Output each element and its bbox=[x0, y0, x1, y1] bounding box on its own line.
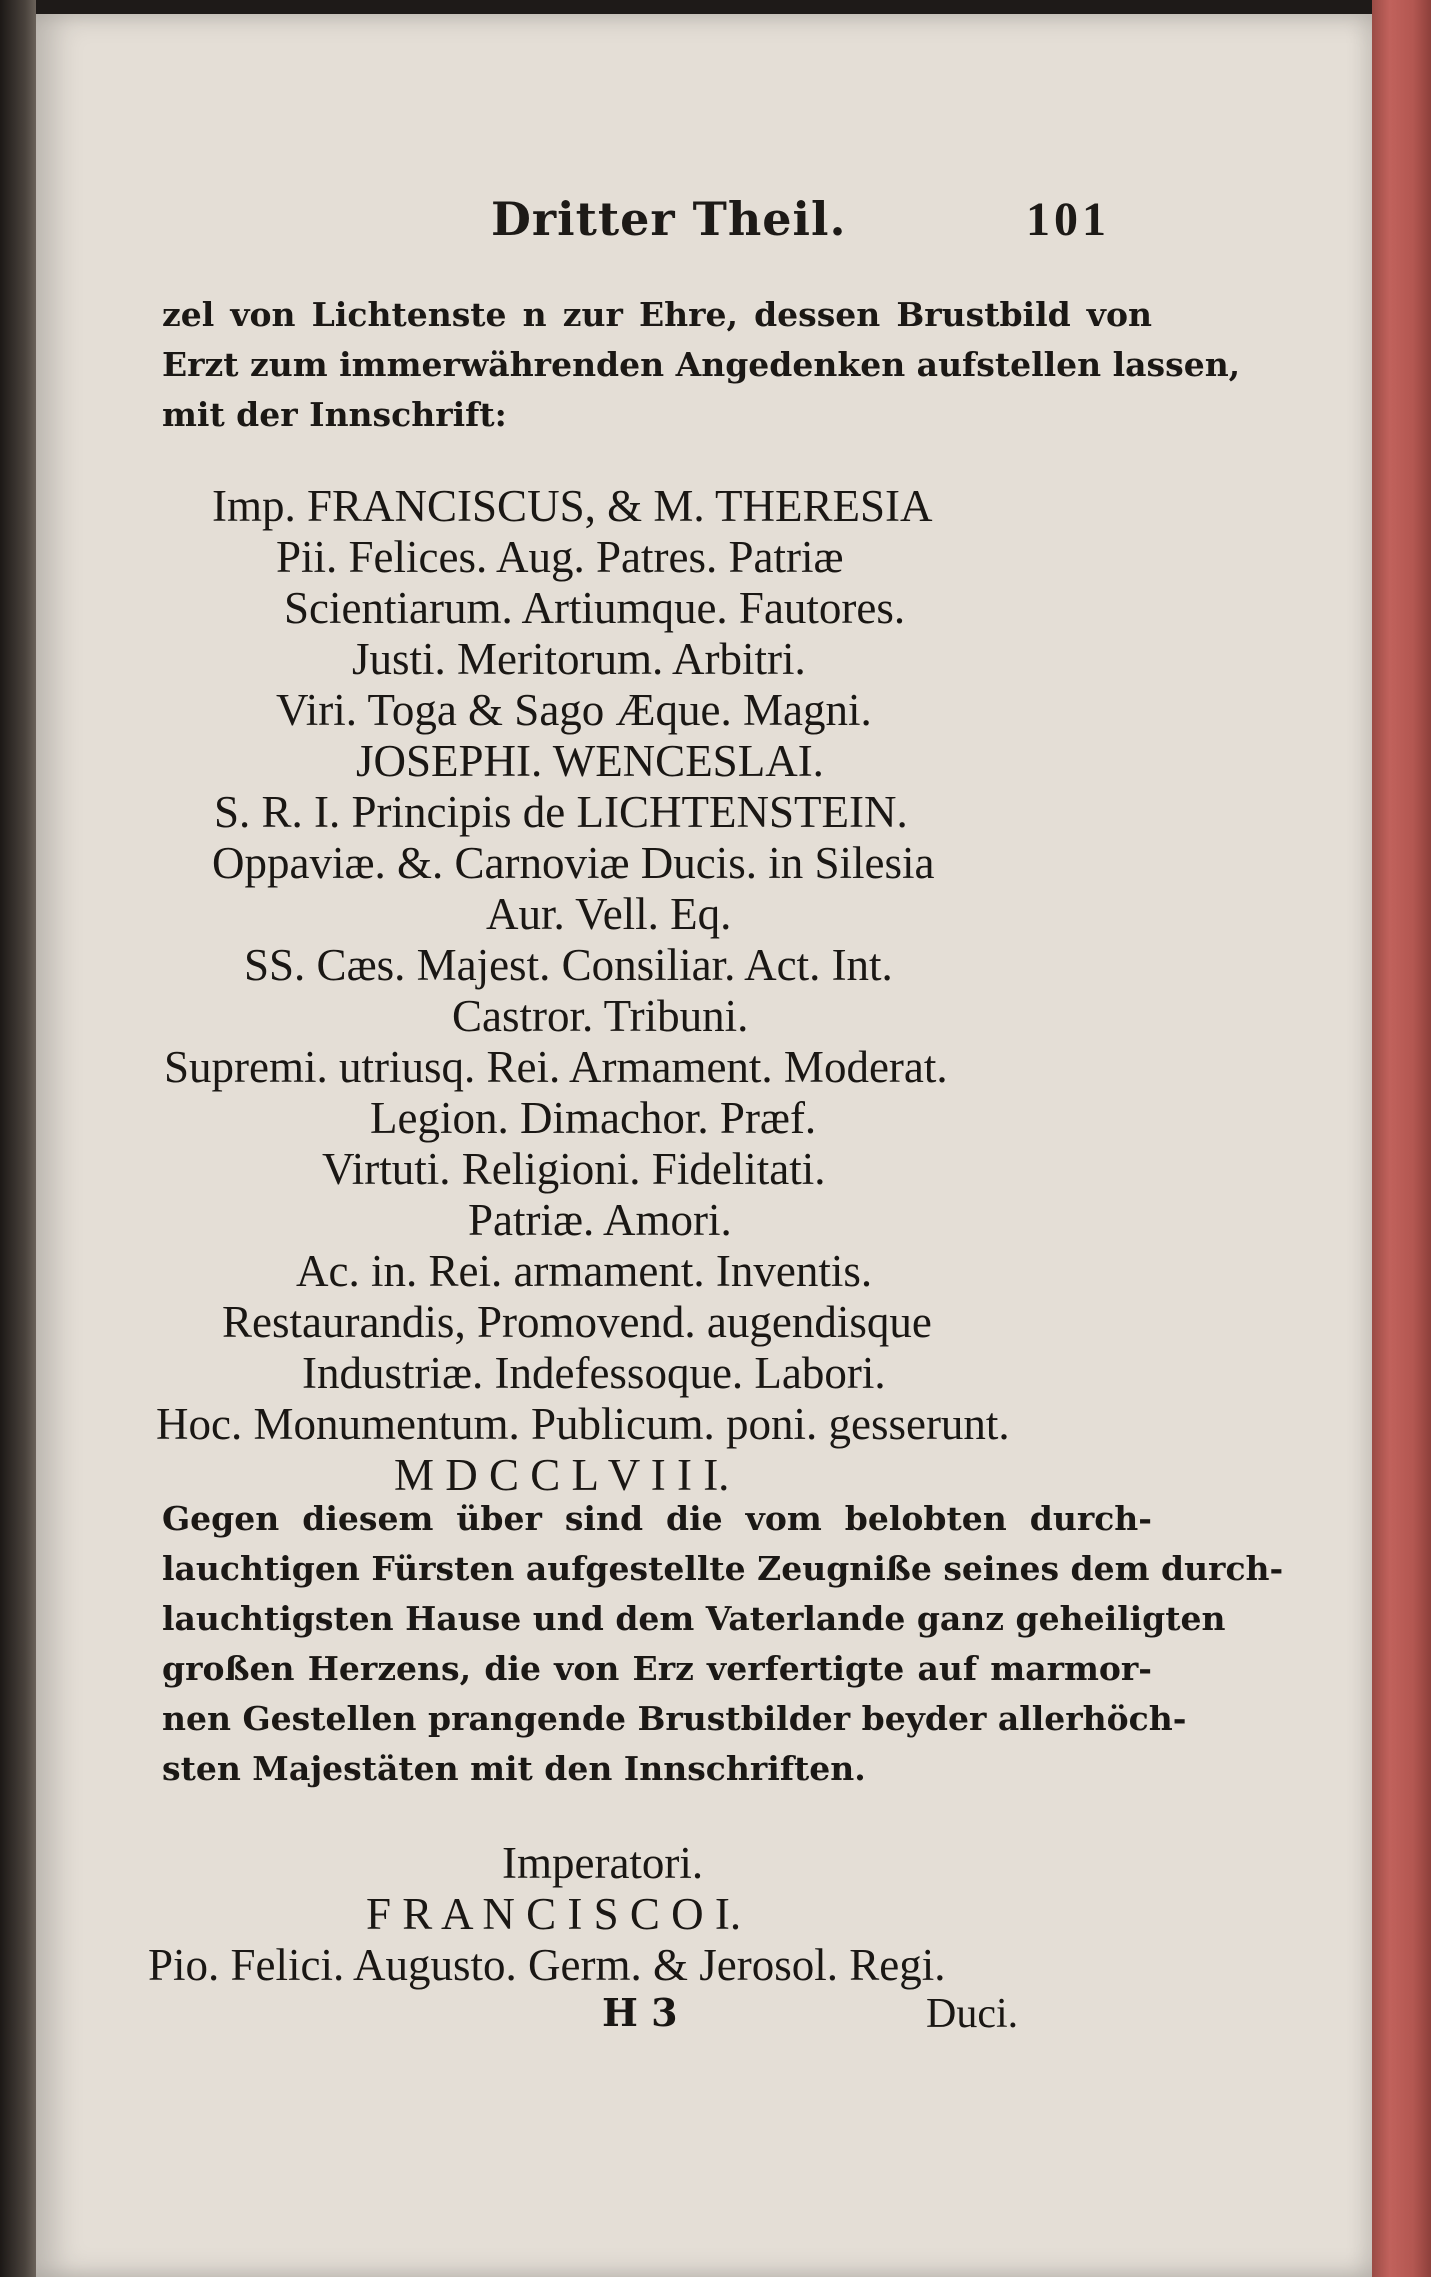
book-spine-shadow bbox=[0, 0, 36, 2277]
inscription-line: Pio. Felici. Augusto. Germ. & Jerosol. Regi. bbox=[148, 1940, 946, 1990]
inscription-line: Aur. Vell. Eq. bbox=[486, 889, 732, 939]
inscription-line: Restaurandis, Promovend. augendisque bbox=[222, 1297, 932, 1347]
text-line: sten Majestäten mit den Innschriften. bbox=[162, 1749, 866, 1788]
inscription-line: SS. Cæs. Majest. Consiliar. Act. Int. bbox=[244, 940, 893, 990]
page-number: 101 bbox=[1026, 193, 1110, 246]
inscription-line: Hoc. Monumentum. Publicum. poni. gesserunt. bbox=[156, 1399, 1010, 1449]
catchword: Duci. bbox=[926, 1991, 1019, 2037]
inscription-line: F R A N C I S C O I. bbox=[366, 1889, 742, 1939]
inscription-line: Justi. Meritorum. Arbitri. bbox=[352, 634, 806, 684]
text-line: zel von Lichtenste n zur Ehre, dessen Brustbild von bbox=[162, 295, 1152, 334]
inscription-line: Viri. Toga & Sago Æque. Magni. bbox=[276, 685, 872, 735]
inscription-line: Legion. Dimachor. Præf. bbox=[370, 1093, 817, 1143]
inscription-line: Virtuti. Religioni. Fidelitati. bbox=[322, 1144, 826, 1194]
signature-mark: H 3 bbox=[602, 1990, 678, 2035]
inscription-line: S. R. I. Principis de LICHTENSTEIN. bbox=[214, 787, 908, 837]
inscription-line: Castror. Tribuni. bbox=[452, 991, 749, 1041]
book-top-edge bbox=[0, 0, 1431, 14]
text-line: lauchtigen Fürsten aufgestellte Zeugniße seines dem durch- bbox=[162, 1549, 1284, 1588]
text-line: mit der Innschrift: bbox=[162, 395, 507, 434]
inscription-line: Industriæ. Indefessoque. Labori. bbox=[302, 1348, 886, 1398]
running-head: Dritter Theil. bbox=[491, 192, 847, 246]
inscription-line: Imp. FRANCISCUS, & M. THERESIA bbox=[212, 481, 933, 531]
page-edge-red bbox=[1372, 0, 1431, 2277]
inscription-line: Supremi. utriusq. Rei. Armament. Moderat. bbox=[164, 1042, 948, 1092]
inscription-line: Ac. in. Rei. armament. Inventis. bbox=[296, 1246, 873, 1296]
inscription-line: Patriæ. Amori. bbox=[468, 1195, 732, 1245]
page-header bbox=[36, 192, 1372, 262]
inscription-line: M D C C L V I I I. bbox=[394, 1450, 730, 1500]
text-line: lauchtigsten Hause und dem Vaterlande ganz geheiligten bbox=[162, 1599, 1226, 1638]
text-line: Erzt zum immerwährenden Angedenken aufstellen lassen, bbox=[162, 345, 1241, 384]
text-line: nen Gestellen prangende Brustbilder beyder allerhöch- bbox=[162, 1699, 1187, 1738]
inscription-line: Oppaviæ. &. Carnoviæ Ducis. in Silesia bbox=[212, 838, 935, 888]
inscription-line: Scientiarum. Artiumque. Fautores. bbox=[284, 583, 906, 633]
inscription-line: JOSEPHI. WENCESLAI. bbox=[356, 736, 824, 786]
book-page bbox=[36, 14, 1372, 2277]
inscription-line: Imperatori. bbox=[502, 1838, 704, 1888]
paragraph-intro bbox=[162, 290, 1241, 440]
inscription-line: Pii. Felices. Aug. Patres. Patriæ bbox=[276, 532, 844, 582]
text-line: Gegen diesem über sind die vom belobten durch- bbox=[162, 1499, 1152, 1538]
paragraph-description bbox=[162, 1494, 1284, 1794]
text-line: großen Herzens, die von Erz verfertigte auf marmor- bbox=[162, 1649, 1152, 1688]
